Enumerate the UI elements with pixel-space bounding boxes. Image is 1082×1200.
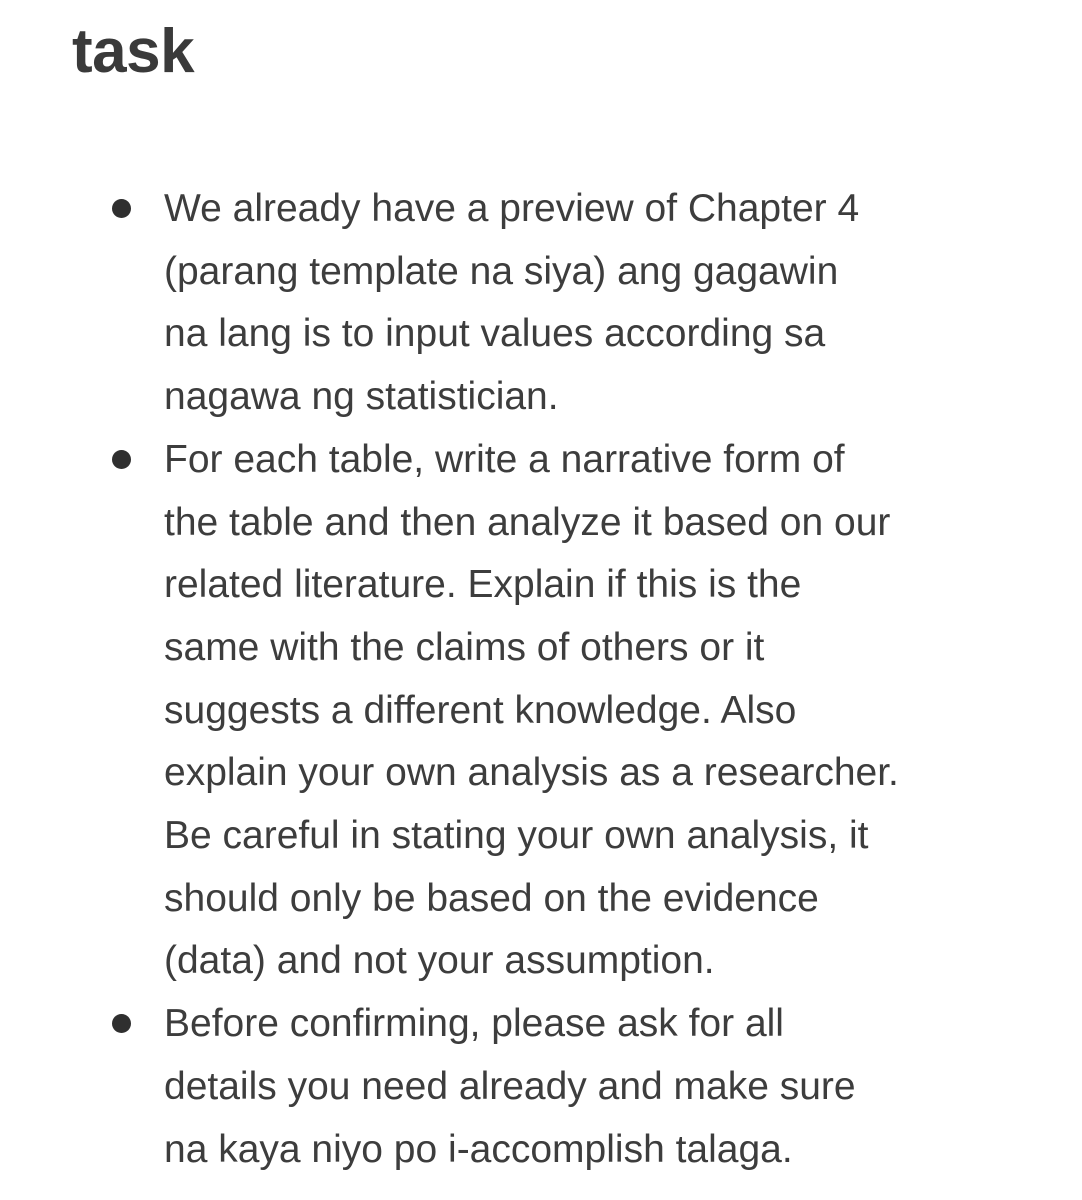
bullet-icon bbox=[112, 1014, 131, 1033]
list-item bbox=[0, 429, 1082, 993]
bullet-icon bbox=[112, 450, 131, 469]
list-item-text: For each table, write a narrative form of the table and then analyze it based on our related literature. Explain if this is the same with the claims of others or it suggests a different knowledge. Also explain your own analysis as a researcher. Be careful in stating your own analysis, it should only be based on the evidence (data) and not your assumption. bbox=[164, 437, 899, 983]
list-item bbox=[0, 993, 1082, 1181]
list-item-text: Before confirming, please ask for all details you need already and make sure na kaya niyo po i-accomplish talaga. bbox=[164, 1002, 856, 1171]
task-bullet-list bbox=[0, 178, 1082, 1181]
list-item bbox=[0, 178, 1082, 429]
bullet-icon bbox=[112, 199, 131, 218]
note-title: task bbox=[72, 17, 195, 86]
list-item-text: We already have a preview of Chapter 4 (parang template na siya) ang gagawin na lang is to input values according sa nagawa ng statistician. bbox=[164, 187, 860, 419]
